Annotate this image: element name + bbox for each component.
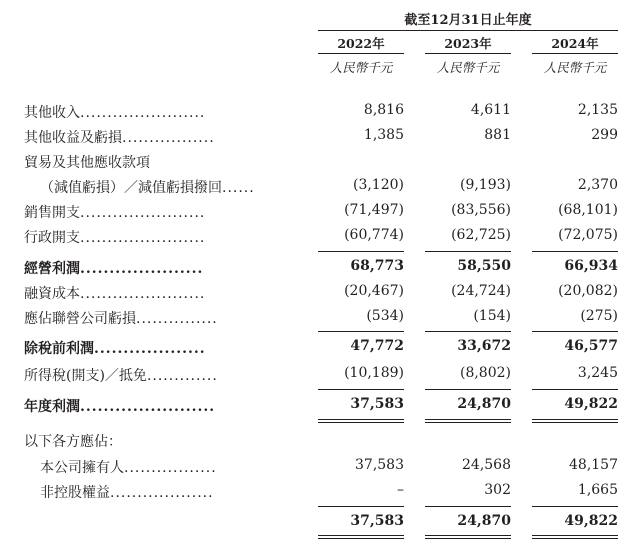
row-label: 本公司擁有人.................: [40, 460, 217, 476]
table-row: [0, 125, 640, 149]
subtotal-rule: [318, 251, 404, 252]
value-2024: 46,577: [564, 338, 618, 354]
total-double-rule: [532, 419, 618, 423]
table-row: [0, 363, 640, 387]
value-2024: 1,665: [577, 482, 618, 498]
value-2022: 47,772: [350, 338, 404, 354]
value-2022: 37,583: [350, 396, 404, 412]
table-row: [0, 394, 640, 418]
row-label: 其他收入.......................: [24, 105, 206, 121]
year-header-2024: 2024年: [551, 36, 599, 51]
value-2023: 33,672: [457, 338, 511, 354]
year-rule: [318, 53, 404, 54]
row-label: 年度利潤.......................: [24, 399, 216, 415]
value-2024: (20,082): [558, 283, 618, 299]
value-2024: (275): [580, 308, 618, 324]
table-row: [0, 511, 640, 535]
table-row: [0, 150, 640, 174]
value-2023: 58,550: [457, 258, 511, 274]
row-label: 其他收益及虧損.................: [24, 130, 215, 146]
value-2022: (10,189): [344, 365, 404, 381]
value-2024: 66,934: [564, 258, 618, 274]
row-label: 銷售開支.......................: [24, 205, 206, 221]
row-label: 除稅前利潤...................: [24, 341, 206, 357]
value-2023: 24,568: [462, 457, 511, 473]
subtotal-rule: [425, 331, 511, 332]
subtotal-rule: [532, 506, 618, 507]
table-row: [0, 429, 640, 453]
subtotal-rule: [425, 251, 511, 252]
value-2023: 302: [484, 482, 511, 498]
year-rule: [425, 53, 511, 54]
row-label: 貿易及其他應收款項: [24, 155, 150, 171]
unit-label: 人民幣千元: [329, 60, 393, 75]
row-label: 以下各方應佔：: [24, 434, 122, 450]
value-2023: 881: [484, 127, 511, 143]
value-2022: (534): [366, 308, 404, 324]
value-2024: (68,101): [558, 202, 618, 218]
period-rule: [318, 30, 618, 31]
value-2023: (24,724): [451, 283, 511, 299]
value-2023: 24,870: [457, 513, 511, 529]
table-row: [0, 256, 640, 280]
table-row: [0, 100, 640, 124]
value-2022: (71,497): [344, 202, 404, 218]
value-2024: 49,822: [564, 513, 618, 529]
table-row: [0, 336, 640, 360]
row-label: 融資成本.......................: [24, 286, 206, 302]
value-2024: 2,135: [577, 102, 618, 118]
year-rule: [532, 53, 618, 54]
value-2022: (60,774): [344, 227, 404, 243]
table-row: [0, 225, 640, 249]
subtotal-rule: [532, 389, 618, 390]
table-row: [0, 200, 640, 224]
value-2022: 37,583: [355, 457, 404, 473]
value-2022: –: [397, 482, 404, 498]
row-label: 應佔聯營公司虧損...............: [24, 311, 218, 327]
row-label: 行政開支.......................: [24, 230, 206, 246]
row-label: 經營利潤.....................: [24, 261, 204, 277]
row-label: 非控股權益...................: [40, 485, 214, 501]
subtotal-rule: [532, 331, 618, 332]
row-label: 所得稅(開支)／抵免.............: [24, 368, 218, 384]
value-2024: (72,075): [558, 227, 618, 243]
row-label: （減值虧損）／減值虧損撥回......: [40, 180, 255, 196]
total-double-rule: [425, 419, 511, 423]
unit-label: 人民幣千元: [543, 60, 607, 75]
value-2023: (62,725): [451, 227, 511, 243]
value-2023: 4,611: [470, 102, 511, 118]
subtotal-rule: [318, 331, 404, 332]
total-double-rule: [532, 535, 618, 539]
period-header: 截至12月31日止年度: [404, 13, 532, 28]
subtotal-rule: [318, 389, 404, 390]
total-double-rule: [318, 419, 404, 423]
table-row: [0, 480, 640, 504]
value-2023: (154): [473, 308, 511, 324]
value-2024: 2,370: [577, 177, 618, 193]
value-2023: (9,193): [459, 177, 511, 193]
value-2023: 24,870: [457, 396, 511, 412]
value-2024: 49,822: [564, 396, 618, 412]
total-double-rule: [318, 535, 404, 539]
value-2023: (8,802): [459, 365, 511, 381]
value-2022: 1,385: [363, 127, 404, 143]
value-2022: (3,120): [352, 177, 404, 193]
value-2024: 48,157: [569, 457, 618, 473]
year-header-2023: 2023年: [444, 36, 492, 51]
table-row: [0, 455, 640, 479]
value-2023: (83,556): [451, 202, 511, 218]
table-row: [0, 281, 640, 305]
value-2022: 68,773: [350, 258, 404, 274]
value-2022: (20,467): [344, 283, 404, 299]
subtotal-rule: [425, 506, 511, 507]
year-header-2022: 2022年: [337, 36, 385, 51]
subtotal-rule: [532, 251, 618, 252]
value-2022: 37,583: [350, 513, 404, 529]
value-2022: 8,816: [363, 102, 404, 118]
table-row: [0, 175, 640, 199]
value-2024: 3,245: [577, 365, 618, 381]
subtotal-rule: [425, 389, 511, 390]
table-row: [0, 306, 640, 330]
value-2024: 299: [591, 127, 618, 143]
total-double-rule: [425, 535, 511, 539]
subtotal-rule: [318, 506, 404, 507]
unit-label: 人民幣千元: [436, 60, 500, 75]
